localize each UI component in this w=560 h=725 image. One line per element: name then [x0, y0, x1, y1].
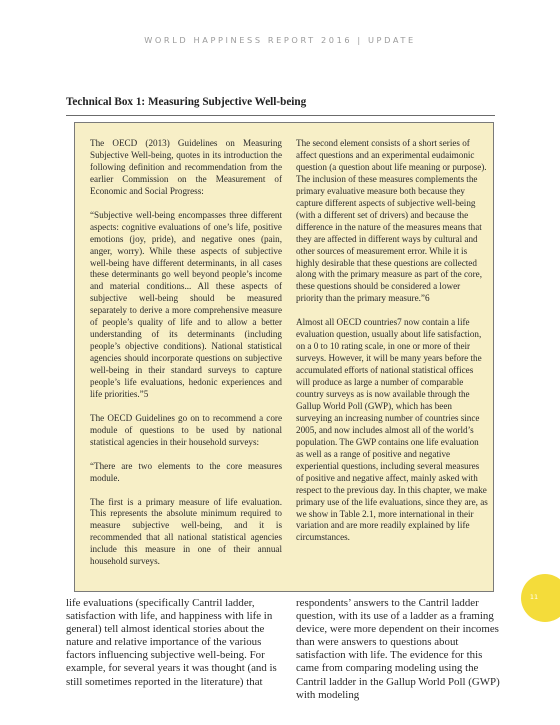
box-paragraph: The OECD (2013) Guidelines on Measuring Subjective Well-being, quotes in its introduction the following definition and recommendation from the earlier Commission on the Measurement of Economic and Social Progress: — [90, 138, 282, 196]
box-paragraph: Almost all OECD countries7 now contain a life evaluation question, usually about life satisfaction, on a 0 to 10 rating scale, in one or more of their surveys. However, it will be many years before the accumulated efforts of national statistical offices will produce as large a number of comparable country surveys as is now available through the Gallup World Poll (GWP), which has been surveying an increasing number of countries since 2005, and now includes almost all of the world’s population. The GWP contains one life evaluation as well as a range of positive and negative experiential questions, including several measures of positive and negative affect, mainly asked with respect to the previous day. In this chapter, we make primary use of the life evaluations, since they are, as we show in Table 2.1, more international in their variation and are more readily explained by life circumstances. — [296, 317, 488, 543]
title-rule — [66, 115, 495, 116]
body-right-column: respondents’ answers to the Cantril ladder question, with its use of a ladder as a framing device, were more dependent on their incomes than were answers to questions about satisfaction with life. The evidence for this came from comparing modeling using the Cantril ladder in the Gallup World Poll (GWP) with modeling — [296, 597, 500, 701]
body-left-column: life evaluations (specifically Cantril ladder, satisfaction with life, and happiness with life in general) tell almost identical stories about the nature and relative importance of the various factors influencing subjective well-being. For example, for several years it was thought (and is still sometimes reported in the literature) that — [66, 597, 277, 688]
box-left-column — [90, 138, 282, 580]
box-right-column — [296, 138, 488, 556]
box-paragraph: The second element consists of a short series of affect questions and an experimental eudaimonic question (a question about life meaning or purpose). The inclusion of these measures complements the primary evaluative measure both because they capture different aspects of subjective well-being (with a different set of drivers) and because the difference in the nature of the measures means that they are affected in different ways by cultural and other sources of measurement error. While it is highly desirable that these questions are collected along with the primary measure as part of the core, these questions should be considered a lower priority than the primary measure.”6 — [296, 138, 487, 304]
box-paragraph: “Subjective well-being encompasses three different aspects: cognitive evaluations of one’s life, positive emotions (joy, pride), and negative ones (pain, anger, worry). While these aspects of subjective well-being have different determinants, in all cases these determinants go well beyond people’s income and material conditions... All these aspects of subjective well-being should be measured separately to derive a more comprehensive measure of people’s quality of life and to allow a better understanding of its determinants (including people’s objective conditions). National statistical agencies should incorporate questions on subjective well-being in their standard surveys to capture people’s life evaluations, hedonic experiences and life priorities.”5 — [90, 209, 282, 399]
running-header: WORLD HAPPINESS REPORT 2016 | UPDATE — [144, 35, 416, 45]
technical-box-title: Technical Box 1: Measuring Subjective Well-being — [66, 96, 307, 108]
page-number: 11 — [529, 593, 539, 601]
box-paragraph: The OECD Guidelines go on to recommend a core module of questions to be used by national statistical agencies in their household surveys: — [90, 412, 282, 447]
box-paragraph: “There are two elements to the core measures module. — [90, 460, 282, 483]
box-paragraph: The first is a primary measure of life evaluation. This represents the absolute minimum required to measure subjective well-being, and it is recommended that all national statistical agencies include this measure in one of their annual household surveys. — [90, 496, 282, 567]
